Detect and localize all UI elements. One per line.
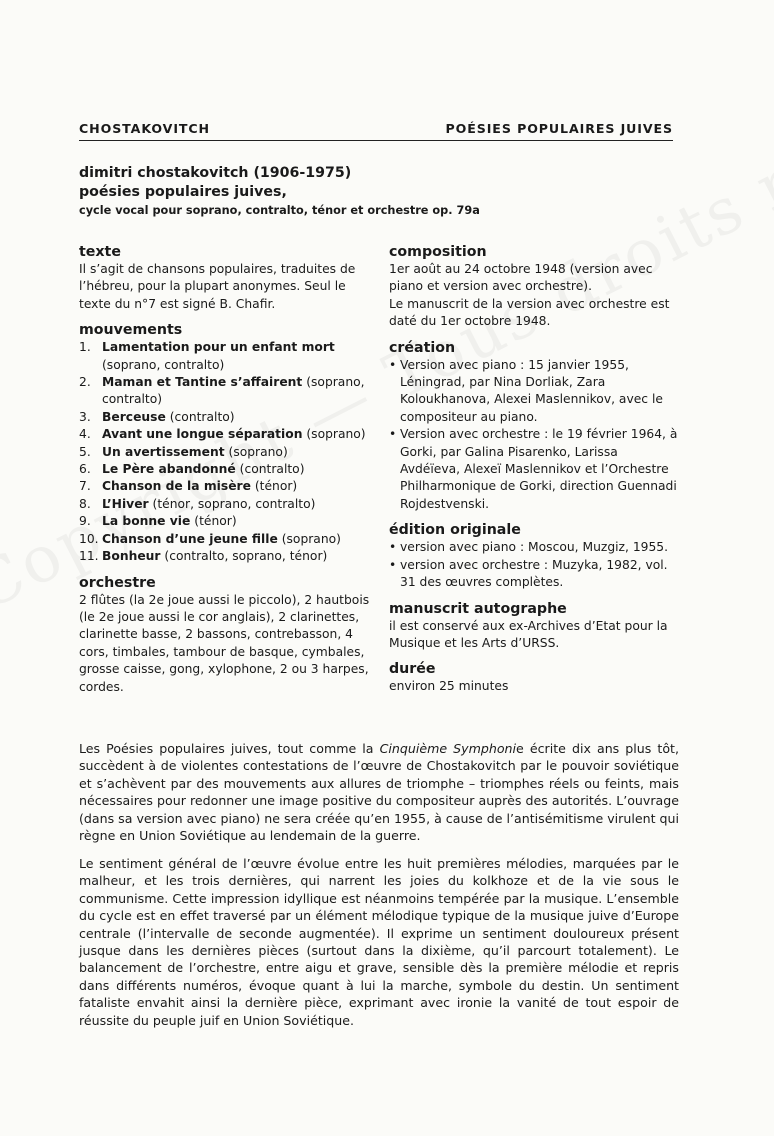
movement-number: 10. xyxy=(79,531,99,546)
composer-name: dimitri chostakovitch (1906-1975) xyxy=(79,165,352,181)
movement-voices: (contralto) xyxy=(235,462,305,477)
list-item: • version avec orchestre : Muzyka, 1982, vol. 31 des œuvres complètes. xyxy=(389,557,681,592)
section-mouvements xyxy=(79,321,379,565)
duree-body: environ 25 minutes xyxy=(389,679,509,694)
movement-voices: (contralto) xyxy=(165,409,235,424)
movement-number: 11. xyxy=(79,549,99,564)
edition-heading: édition originale xyxy=(389,522,521,539)
body-paragraph-1 xyxy=(79,740,679,844)
movement-number: 4. xyxy=(79,427,91,442)
texte-heading: texte xyxy=(79,244,121,260)
orchestre-body: 2 flûtes (la 2e joue aussi le piccolo), 2 hautbois (le 2e joue aussi le cor anglais), 2 clarinettes, clarinette basse, 2 bassons, contrebasson, 4 cors, timbales, tambour de basque, cymbales, grosse caisse, gong, xylophone, 2 ou 3 harpes, cordes. xyxy=(79,592,370,694)
list-item: • version avec piano : Moscou, Muzgiz, 1955. xyxy=(389,539,681,556)
composition-heading: composition xyxy=(389,244,487,260)
section-orchestre xyxy=(79,574,379,696)
list-item xyxy=(79,461,379,478)
list-item xyxy=(79,513,379,530)
list-item xyxy=(79,548,379,565)
mouvements-heading: mouvements xyxy=(79,322,183,339)
left-column xyxy=(79,243,379,696)
movement-number: 7. xyxy=(79,479,91,494)
composition-manuscript-date: Le manuscrit de la version avec orchestre est daté du 1er octobre 1948. xyxy=(389,296,670,329)
movement-title: Avant une longue séparation xyxy=(102,427,303,442)
movement-title: Bonheur xyxy=(102,549,161,564)
list-item xyxy=(79,374,379,409)
movement-voices: (ténor) xyxy=(250,479,298,494)
manuscrit-heading: manuscrit autographe xyxy=(389,600,567,617)
movement-number: 3. xyxy=(79,409,91,424)
movement-title: L’Hiver xyxy=(102,496,149,511)
movement-title: Le Père abandonné xyxy=(102,462,236,477)
header-work-title: POÉSIES POPULAIRES JUIVES xyxy=(445,121,673,136)
title-block xyxy=(79,164,679,219)
work-subtitle: cycle vocal pour soprano, contralto, ténor et orchestre op. 79a xyxy=(79,204,480,217)
movement-voices: (ténor) xyxy=(190,514,237,529)
header-composer: CHOSTAKOVITCH xyxy=(79,121,210,136)
movement-title: Berceuse xyxy=(102,409,166,424)
creation-heading: création xyxy=(389,339,456,356)
section-manuscrit xyxy=(389,600,681,653)
orchestre-heading: orchestre xyxy=(79,574,156,591)
list-item xyxy=(79,409,379,426)
para1-text-cont: e écrite dix ans plus tôt, succèdent à de violentes contestations de l’œuvre de Chostakovitch par le pouvoir soviétique et s’achèvent par des mouvements aux allures de triomphe – triomphes réels ou feints, mais nécessaires pour redonner une image positive du compositeur auprès des autorités. L’ouvrage (dans sa version avec piano) ne sera créée qu’en 1955, à cause de l’antisémitisme virulent qui règne en Union Soviétique au lendemain de la guerre. xyxy=(79,741,679,844)
list-item xyxy=(79,339,379,374)
creation-orchestre: Version avec orchestre : le 19 février 1964, à Gorki, par Galina Pisarenko, Larissa Avdéïeva, Alexeï Maslennikov et l’Orchestre Philharmonique de Gorki, direction Guennadi Rojdestvenski. xyxy=(400,427,678,511)
edition-piano: version avec piano : Moscou, Muzgiz, 1955. xyxy=(400,540,669,555)
movement-number: 8. xyxy=(79,496,91,511)
movement-voices: (ténor, soprano, contralto) xyxy=(148,496,316,511)
section-texte xyxy=(79,243,379,313)
composition-dates: 1er août au 24 octobre 1948 (version avec piano et version avec orchestre). xyxy=(389,262,653,294)
mouvements-list xyxy=(79,339,379,565)
section-duree xyxy=(389,660,681,695)
creation-piano: Version avec piano : 15 janvier 1955, Léningrad, par Nina Dorliak, Zara Koloukhanova, Alexei Maslennikov, avec le compositeur au piano. xyxy=(400,357,663,424)
movement-number: 6. xyxy=(79,462,91,477)
list-item xyxy=(79,426,379,443)
movement-voices: (contralto, soprano, ténor) xyxy=(160,549,328,564)
movement-title: Lamentation pour un enfant mort xyxy=(102,340,335,355)
list-item: • Version avec piano : 15 janvier 1955, Léningrad, par Nina Dorliak, Zara Koloukhanova, Alexei Maslennikov, avec le compositeur au piano. xyxy=(389,357,681,427)
movement-number: 2. xyxy=(79,375,91,390)
list-item xyxy=(79,496,379,513)
movement-title: Chanson d’une jeune fille xyxy=(102,531,278,546)
body-paragraph-2: Le sentiment général de l’œuvre évolue entre les huit premières mélodies, marquées par le malheur, et les trois dernières, qui narrent les joies du kolkhoze et de la vie sous le communisme. Cette impression idyllique est néanmoins tempérée par la musique. L’ensemble du cycle est en effet traversé par un élément mélodique typique de la musique juive d’Europe centrale (l’intervalle de seconde augmentée). Il exprime un sentiment douloureux présent jusque dans les dernières pièces (surtout dans la dixième, qu’il parcourt totalement). Le balancement de l’orchestre, entre aigu et grave, sensible dès la première mélodie et repris dans différents numéros, évoque quant à lui la marche, symbole du destin. Un sentiment fataliste envahit ainsi la dernière pièce, exprimant avec ironie la vanité de tout espoir de réussite du peuple juif en Union Soviétique. xyxy=(79,856,679,1028)
list-item: • Version avec orchestre : le 19 février 1964, à Gorki, par Galina Pisarenko, Larissa Avdéïeva, Alexeï Maslennikov et l’Orchestre Philharmonique de Gorki, direction Guennadi Rojdestvenski. xyxy=(389,426,681,513)
movement-title: Maman et Tantine s’affairent xyxy=(102,375,303,390)
movement-title: La bonne vie xyxy=(102,514,191,529)
movement-voices: (soprano) xyxy=(302,427,366,442)
section-edition xyxy=(389,521,681,591)
work-title: poésies populaires juives, xyxy=(79,184,287,200)
movement-voices: (soprano, contralto) xyxy=(102,357,225,372)
movement-voices: (soprano) xyxy=(277,531,341,546)
list-item xyxy=(79,444,379,461)
texte-body: Il s’agit de chansons populaires, traduites de l’hébreu, pour la plupart anonymes. Seul le texte du n°7 est signé B. Chafir. xyxy=(79,262,356,311)
duree-heading: durée xyxy=(389,661,436,678)
movement-number: 1. xyxy=(79,340,91,355)
movement-title: Un avertissement xyxy=(102,444,225,459)
movement-number: 5. xyxy=(79,444,91,459)
movement-voices: (soprano, contralto) xyxy=(102,375,365,407)
edition-orchestre: version avec orchestre : Muzyka, 1982, vol. 31 des œuvres complètes. xyxy=(400,557,668,590)
list-item xyxy=(79,531,379,548)
movement-title: Chanson de la misère xyxy=(102,479,251,494)
para1-text: Les Poésies populaires juives, tout comme la xyxy=(79,741,380,756)
section-creation xyxy=(389,339,681,514)
movement-voices: (soprano) xyxy=(224,444,288,459)
list-item xyxy=(79,478,379,495)
movement-number: 9. xyxy=(79,514,91,529)
section-composition xyxy=(389,243,681,331)
manuscrit-body: il est conservé aux ex-Archives d’Etat pour la Musique et les Arts d’URSS. xyxy=(389,618,668,650)
para1-italic-title: Cinquième Symphoni xyxy=(379,741,517,756)
running-header xyxy=(79,121,673,141)
right-column xyxy=(389,243,681,696)
